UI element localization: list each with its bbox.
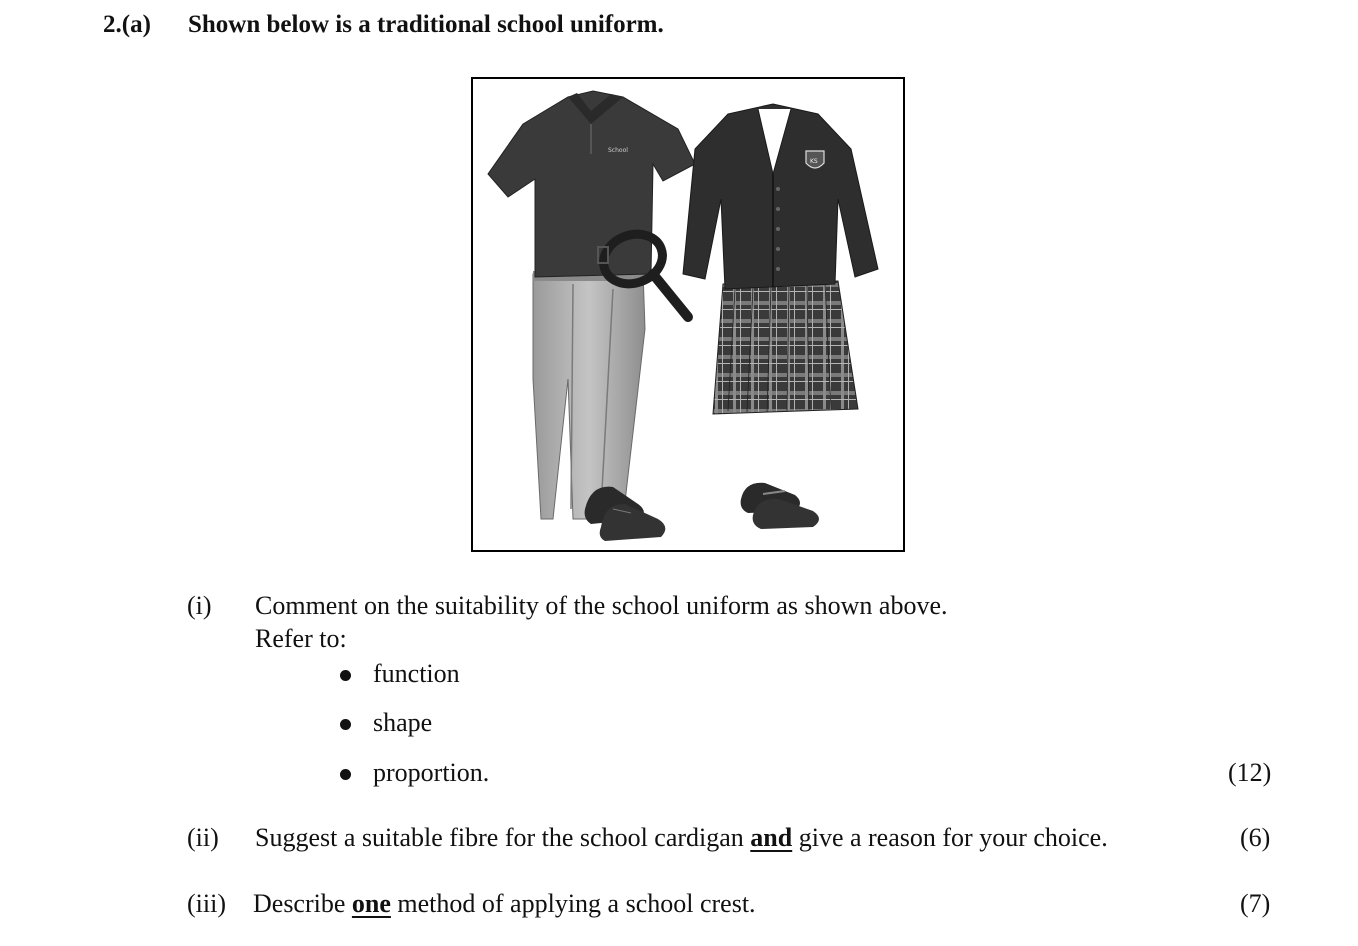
school-uniform-figure — [471, 77, 905, 552]
tartan-skirt — [713, 281, 858, 414]
crest-text: KS — [810, 158, 818, 165]
part-ii-prompt — [255, 823, 1108, 853]
bullet-function: function — [373, 659, 460, 688]
part-ii-marks: (6) — [1240, 823, 1271, 852]
part-iii-text-after: method of applying a school crest. — [390, 889, 756, 918]
bullet-icon — [340, 769, 351, 780]
part-iii-prompt — [253, 889, 756, 919]
part-iii-label: (iii) — [187, 889, 226, 918]
part-i-label: (i) — [187, 591, 212, 620]
shirt-logo: School — [608, 147, 628, 154]
bullet-shape: shape — [373, 708, 433, 737]
part-iii-text-before: Describe — [253, 889, 352, 918]
part-i-refer: Refer to: — [255, 624, 347, 653]
part-ii-label: (ii) — [187, 823, 219, 852]
part-ii-emphasis: and — [750, 823, 793, 852]
bullet-proportion: proportion. — [373, 758, 490, 787]
bullet-icon — [340, 719, 351, 730]
part-i-prompt: Comment on the suitability of the school uniform as shown above. — [255, 591, 948, 620]
part-i-marks: (12) — [1228, 758, 1272, 787]
part-ii-text-after: give a reason for your choice. — [792, 823, 1108, 852]
question-number: 2.(a) — [103, 11, 151, 38]
part-ii-text-before: Suggest a suitable fibre for the school cardigan — [255, 823, 751, 852]
trousers — [533, 271, 645, 519]
cardigan — [683, 104, 878, 289]
school-uniform-illustration — [473, 79, 903, 550]
part-iii-marks: (7) — [1240, 889, 1271, 918]
question-title: Shown below is a traditional school uniform. — [188, 11, 664, 38]
bullet-icon — [340, 670, 351, 681]
part-iii-emphasis: one — [351, 889, 391, 918]
girls-shoes — [741, 483, 819, 529]
